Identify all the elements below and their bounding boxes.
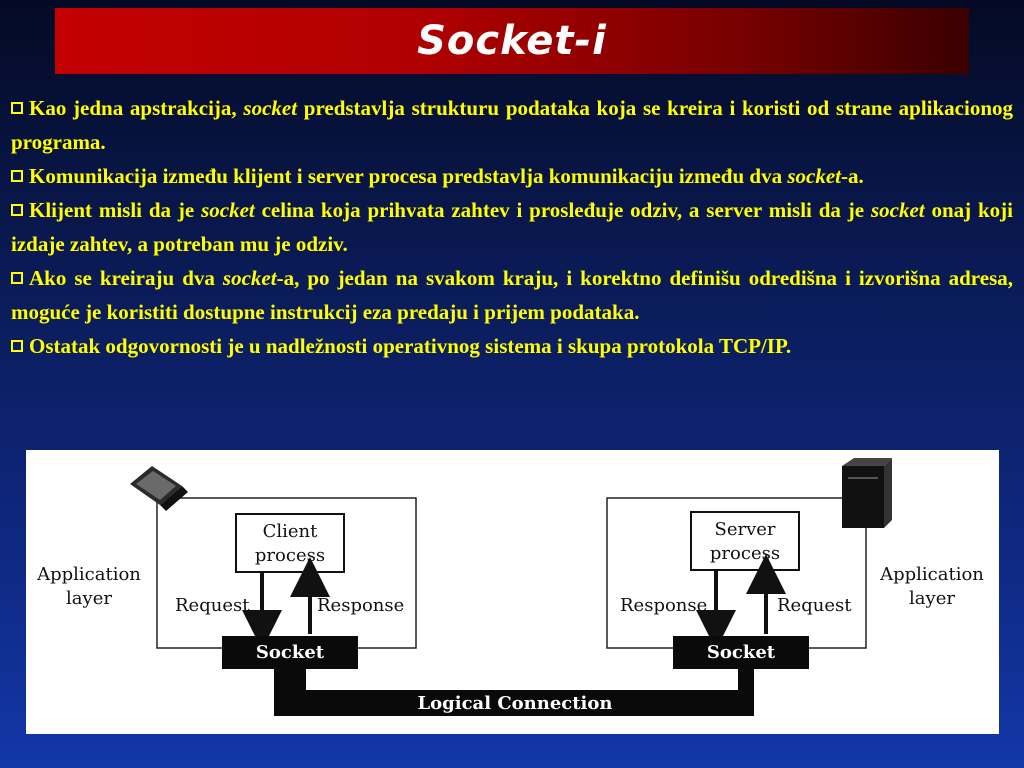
server-process-label-line2: process	[709, 543, 781, 564]
right-layer-label-line1: Application	[880, 564, 984, 585]
right-response-label: Response	[620, 595, 708, 616]
server-tower-icon	[842, 458, 892, 528]
right-socket-label: Socket	[706, 642, 776, 663]
left-socket-label: Socket	[255, 642, 325, 663]
title-bar	[55, 8, 969, 74]
bullet-list	[11, 91, 1013, 363]
checkbox-bullet-icon	[11, 204, 23, 216]
logical-connection-label: Logical Connection	[417, 693, 613, 714]
checkbox-bullet-icon	[11, 170, 23, 182]
bullet-item: Klijent misli da je socket celina koja prihvata zahtev i prosleđuje odziv, a server misli da je socket onaj koji izdaje zahtev, a potreban mu je odziv.	[11, 198, 1013, 256]
bullet-item: Komunikacija između klijent i server procesa predstavlja komunikaciju između dva socket-a.	[11, 159, 1013, 193]
server-process-label-line1: Server	[714, 519, 776, 540]
bullet-item: Kao jedna apstrakcija, socket predstavlja strukturu podataka koja se kreira i koristi od strane aplikacionog programa.	[11, 96, 1013, 154]
socket-diagram	[26, 450, 999, 734]
right-request-label: Request	[777, 595, 852, 616]
bullet-item: Ako se kreiraju dva socket-a, po jedan na svakom kraju, i korektno definišu odredišna i izvorišna adresa, moguće je koristiti dostupne instrukcij eza predaju i prijem podataka.	[11, 266, 1013, 324]
checkbox-bullet-icon	[11, 272, 23, 284]
left-layer-label-line2: layer	[66, 588, 112, 609]
checkbox-bullet-icon	[11, 102, 23, 114]
client-process-label-line1: Client	[262, 521, 318, 542]
laptop-icon	[130, 466, 188, 511]
left-request-label: Request	[175, 595, 250, 616]
right-layer-label-line2: layer	[909, 588, 955, 609]
client-process-label-line2: process	[254, 545, 326, 566]
bullet-item: Ostatak odgovornosti je u nadležnosti operativnog sistema i skupa protokola TCP/IP.	[11, 329, 1013, 363]
checkbox-bullet-icon	[11, 340, 23, 352]
left-response-label: Response	[317, 595, 405, 616]
slide-title: Socket-i	[417, 18, 607, 64]
left-layer-label-line1: Application	[37, 564, 141, 585]
